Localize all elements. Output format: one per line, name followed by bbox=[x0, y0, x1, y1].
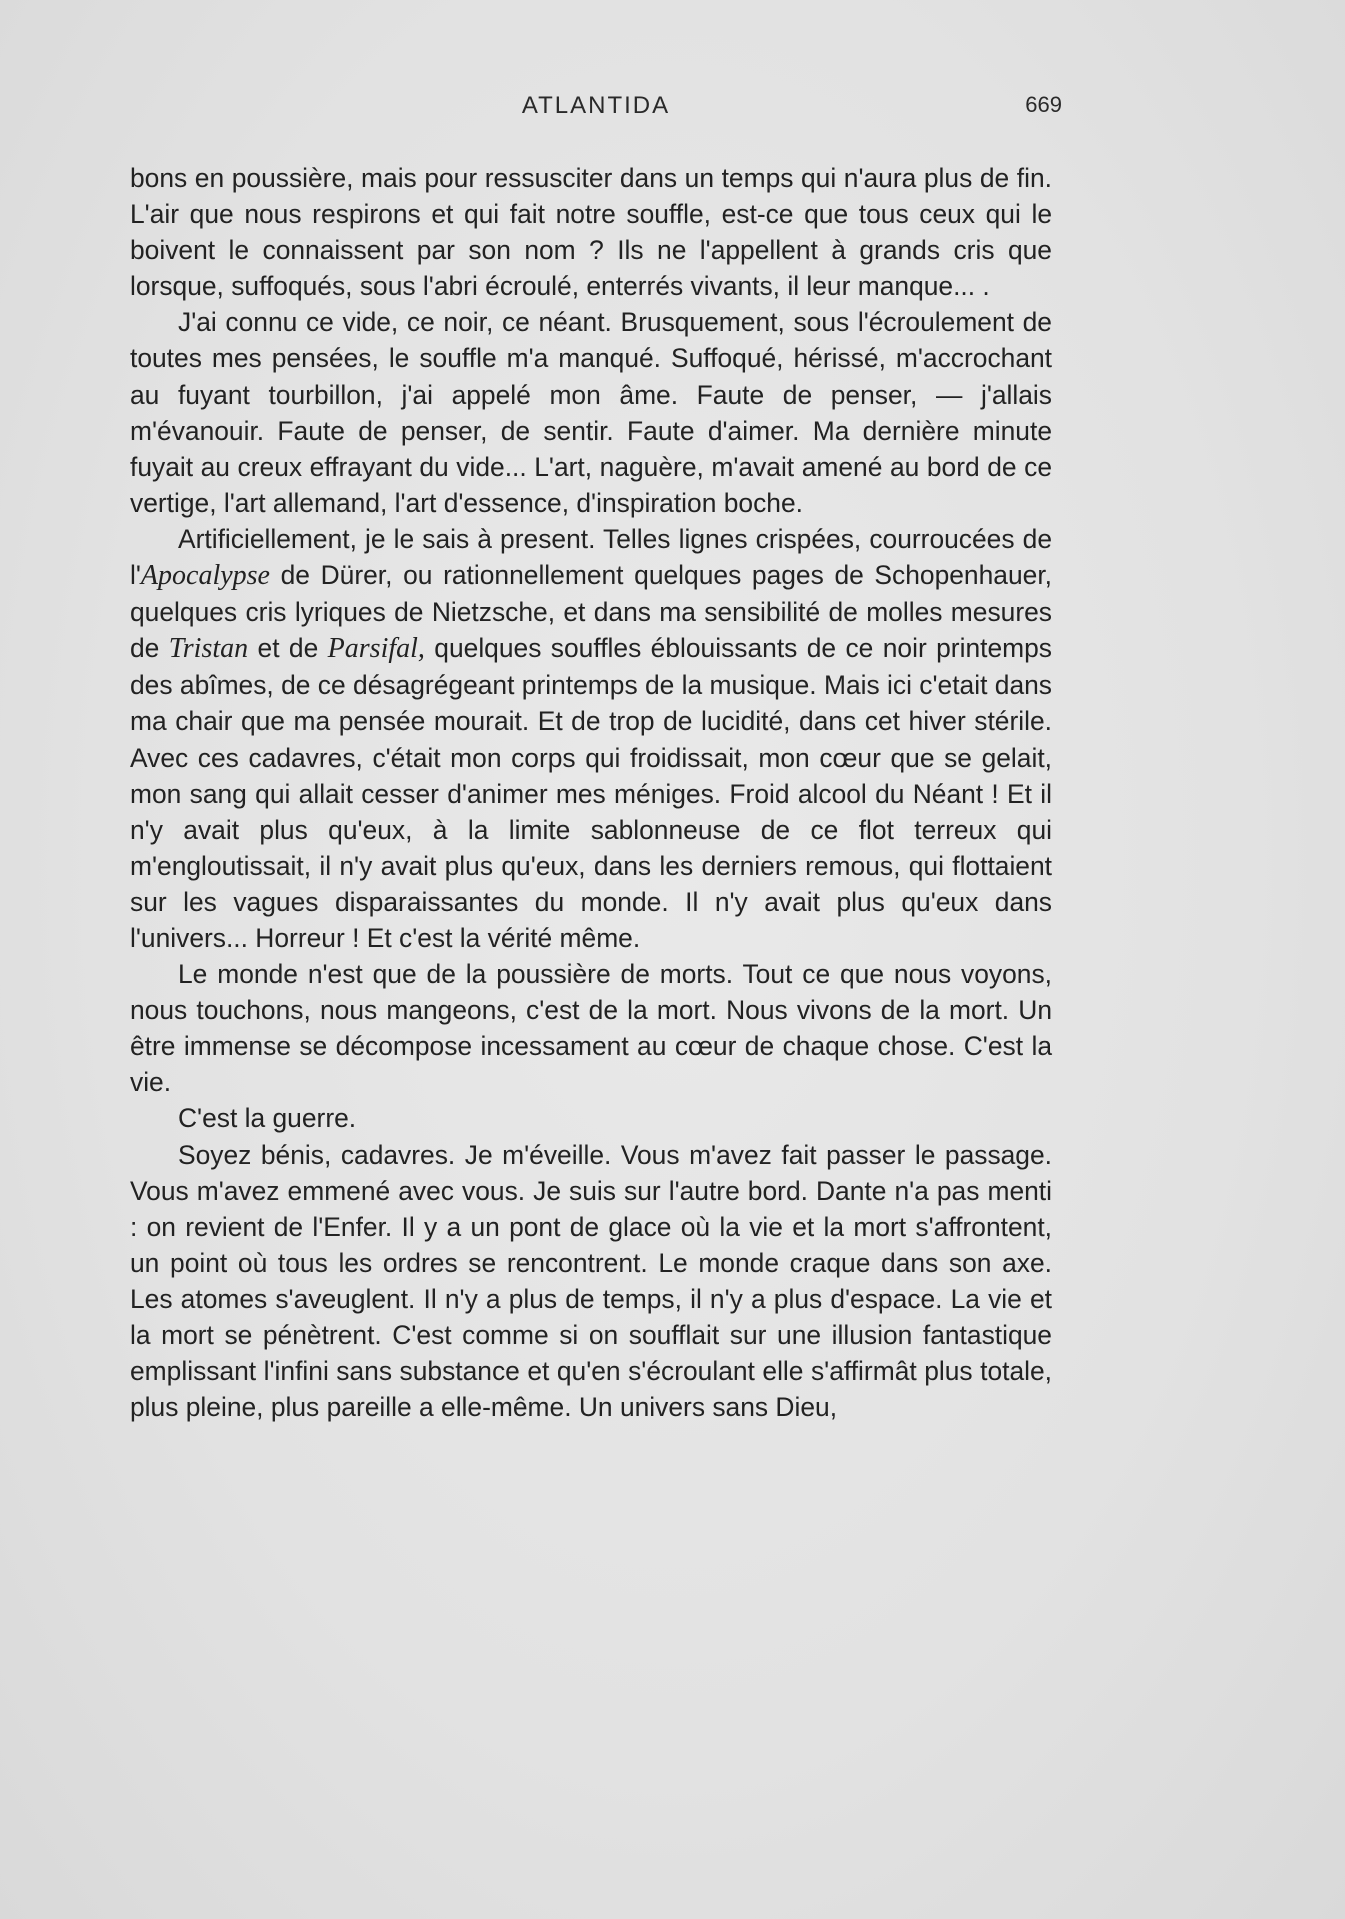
text-run: bons en poussière, mais pour ressusciter dans un temps qui n'aura plus de fin. L'air que nous respirons et qui fait notre souffle, est-ce que tous ceux qui le boivent le connaissent par son nom ? Ils ne l'appellent à grands cris que lorsque, suffoqués, sous l'abri écroulé, enterrés vivants, il leur manque... . bbox=[130, 163, 1052, 302]
page-number: 669 bbox=[1025, 92, 1062, 117]
running-head bbox=[130, 92, 1062, 126]
paragraph bbox=[130, 160, 1052, 304]
italic-title: Apocalypse bbox=[140, 560, 270, 592]
text-run: de Dürer, ou rationnellement quelques pages de Schopenhauer, quelques cris lyriques de Nietzsche, et dans ma sensibilité de molles mesures de bbox=[130, 560, 1052, 664]
text-run: et de bbox=[248, 633, 328, 664]
italic-title: Tristan bbox=[168, 633, 249, 665]
paragraph bbox=[130, 304, 1052, 521]
text-run: J'ai connu ce vide, ce noir, ce néant. Brusquement, sous l'écroulement de toutes mes pensées, le souffle m'a manqué. Suffoqué, hérissé, m'accrochant au fuyant tourbillon, j'ai appelé mon âme. Faute de penser, — j'allais m'évanouir. Faute de penser, de sentir. Faute d'aimer. Ma dernière minute fuyait au creux effrayant du vide... L'art, naguère, m'avait amené au bord de ce vertige, l'art allemand, l'art d'essence, d'inspiration boche. bbox=[130, 307, 1052, 518]
text-run: Artificiellement, je le sais à present. Telles lignes crispées, courroucées de l' bbox=[130, 523, 1052, 591]
running-title: ATLANTIDA bbox=[521, 92, 671, 119]
text-run: Soyez bénis, cadavres. Je m'éveille. Vous m'avez fait passer le passage. Vous m'avez emmené avec vous. Je suis sur l'autre bord. Dante n'a pas menti : on revient de l'Enfer. Il y a un pont de glace où la vie et la mort s'affrontent, un point où tous les ordres se rencontrent. Le monde craque dans son axe. Les atomes s'aveuglent. Il n'y a plus de temps, il n'y a plus d'espace. La vie et la mort se pénètrent. C'est comme si on soufflait sur une illusion fantastique emplissant l'infini sans substance et qu'en s'écroulant elle s'affirmât plus totale, plus pleine, plus pareille a elle-même. Un univers sans Dieu, bbox=[130, 1139, 1052, 1423]
paragraph bbox=[130, 1100, 1052, 1136]
italic-title: Parsifal, bbox=[327, 633, 425, 665]
paragraph bbox=[130, 1137, 1052, 1426]
text-run: C'est la guerre. bbox=[178, 1103, 357, 1134]
text-run: Le monde n'est que de la poussière de morts. Tout ce que nous voyons, nous touchons, nous mangeons, c'est de la mort. Nous vivons de la mort. Un être immense se décompose incessament au cœur de chaque chose. C'est la vie. bbox=[130, 959, 1052, 1098]
body-text bbox=[130, 160, 1052, 1425]
paragraph bbox=[130, 956, 1052, 1100]
paragraph bbox=[130, 521, 1052, 956]
text-run: quelques souffles éblouissants de ce noir printemps des abîmes, de ce désagrégeant printemps de la musique. Mais ici c'etait dans ma chair que ma pensée mourait. Et de trop de lucidité, dans cet hiver stérile. Avec ces cadavres, c'était mon corps qui froidissait, mon cœur que se gelait, mon sang qui allait cesser d'animer mes méniges. Froid alcool du Néant ! Et il n'y avait plus qu'eux, à la limite sablonneuse de ce flot terreux qui m'engloutissait, il n'y avait plus qu'eux, dans les derniers remous, qui flottaient sur les vagues disparaissantes du monde. Il n'y avait plus qu'eux dans l'univers... Horreur ! Et c'est la vérité même. bbox=[130, 633, 1053, 953]
